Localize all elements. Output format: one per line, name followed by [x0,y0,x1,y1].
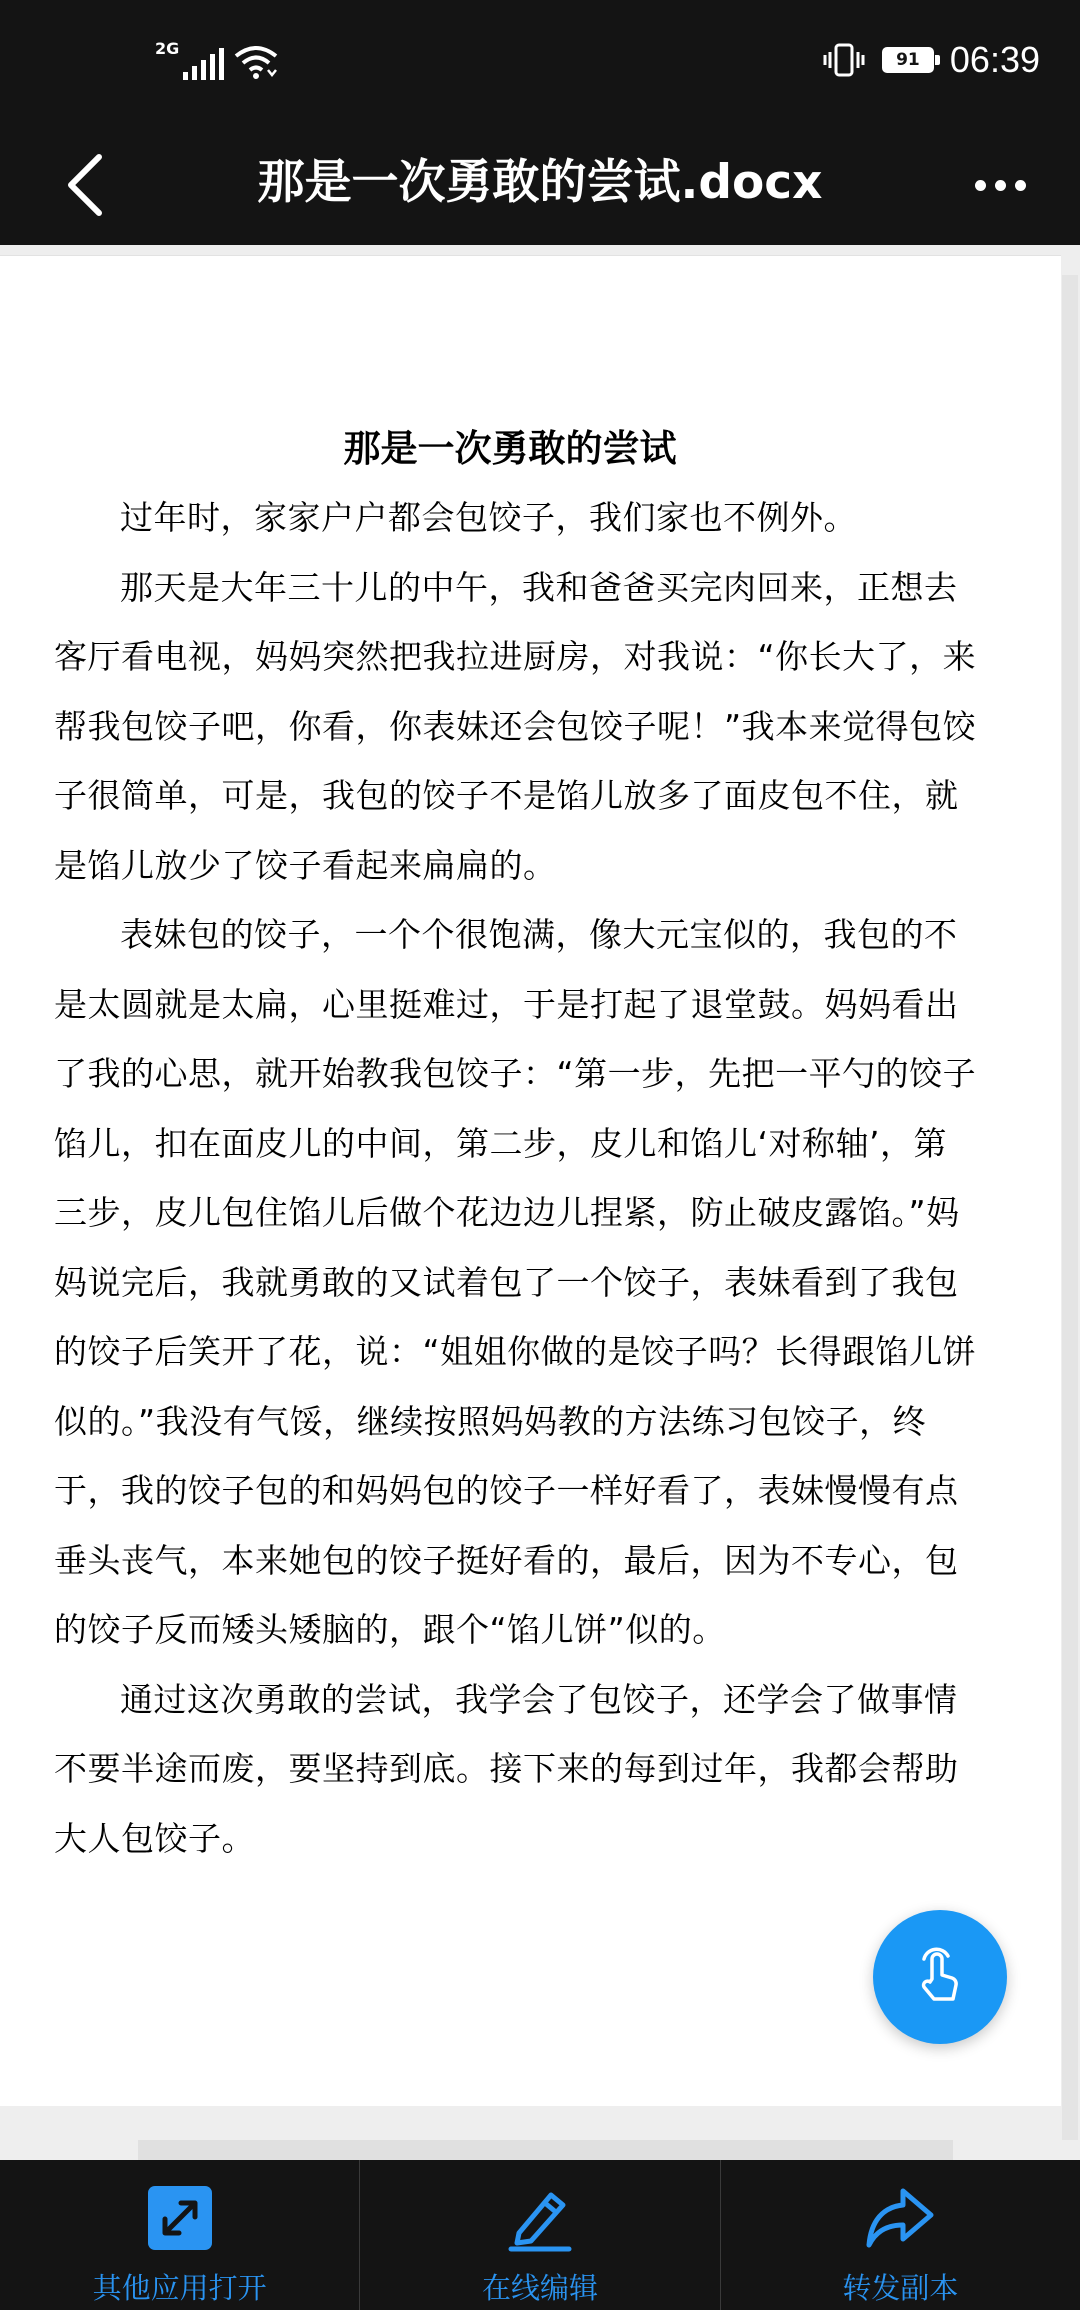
back-button[interactable] [50,140,120,230]
paragraph: 过年时，家家户户都会包饺子，我们家也不例外。 [120,498,857,537]
tap-hand-icon [908,1945,972,2009]
status-bar [0,0,1080,120]
status-right [822,34,1040,86]
more-dot-icon [1015,180,1026,191]
more-dot-icon [995,180,1006,191]
forward-copy-label: 转发副本 [842,2271,959,2305]
title-bar [0,120,1080,245]
edit-online-label: 在线编辑 [481,2271,598,2305]
clock: 06:39 [949,39,1040,80]
status-left [155,40,278,80]
vibrate-icon [822,43,866,77]
chevron-left-icon [65,153,105,217]
open-in-other-app-label: 其他应用打开 [92,2271,267,2305]
edit-online-button[interactable] [359,2160,719,2310]
forward-copy-button[interactable] [720,2160,1080,2310]
floating-tap-button[interactable] [873,1910,1007,2044]
document-body [54,483,979,1873]
expand-icon [145,2183,215,2253]
paragraph: 那天是大年三十儿的中午，我和爸爸买完肉回来，正想去客厅看电视，妈妈突然把我拉进厨房，对我说：“你长大了，来帮我包饺子吧，你看，你表妹还会包饺子呢！”我本来觉得包饺子很简单，可是，我包的饺子不是馅儿放多了面皮包不住，就是馅儿放少了饺子看起来扁扁的。 [54,567,977,885]
pen-icon [505,2183,575,2253]
paragraph: 通过这次勇敢的尝试，我学会了包饺子，还学会了做事情不要半途而废，要坚持到底。接下来的每到过年，我都会帮助大人包饺子。 [54,1679,959,1858]
wifi-icon [234,44,278,80]
more-options-button[interactable] [960,160,1040,210]
battery-indicator: 91 [882,47,934,73]
document-viewer[interactable] [0,245,1080,2160]
signal-icon [183,48,224,80]
document-page [0,255,1061,2106]
open-in-other-app-button[interactable] [0,2160,359,2310]
paragraph: 表妹包的饺子，一个个很饱满，像大元宝似的，我包的不是太圆就是太扁，心里挺难过，于是打起了退堂鼓。妈妈看出了我的心思，就开始教我包饺子：“第一步，先把一平勺的饺子馅儿，扣在面皮儿的中间，第二步，皮儿和馅儿‘对称轴’，第三步，皮儿包住馅儿后做个花边边儿捏紧，防止破皮露馅。”妈妈说完后，我就勇敢的又试着包了一个饺子，表妹看到了我包的饺子后笑开了花，说：“姐姐你做的是饺子吗？长得跟馅儿饼似的。”我没有气馁，继续按照妈妈教的方法练习包饺子，终于，我的饺子包的和妈妈包的饺子一样好看了，表妹慢慢有点垂头丧气，本来她包的饺子挺好看的，最后，因为不专心，包的饺子反而矮头矮脑的，跟个“馅儿饼”似的。 [54,915,977,1649]
more-dot-icon [975,180,986,191]
document-title: 那是一次勇敢的尝试.docx [257,155,823,210]
network-type: 2G [155,39,180,58]
share-arrow-icon [863,2183,937,2253]
bottom-toolbar [0,2160,1080,2310]
scrollbar[interactable] [1062,275,1078,2140]
document-heading: 那是一次勇敢的尝试 [343,427,677,470]
next-page-edge [138,2140,953,2160]
